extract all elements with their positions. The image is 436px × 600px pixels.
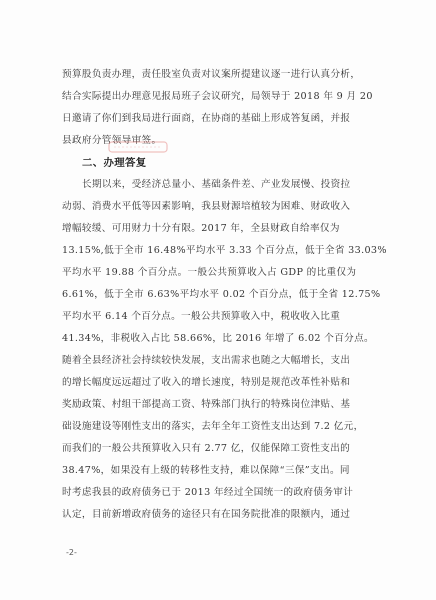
body-line-5: 平均水平 19.88 个百分点。一般公共预算收入占 GDP 的比重仅为	[62, 267, 357, 278]
paragraph-line-2: 结合实际提出办理意见报局班子会议研究，局领导于 2018 年 9 月 20	[62, 91, 373, 102]
paragraph-line-1: 预算股负责办理，责任股室负责对议案所提建议逐一进行认真分析，	[62, 69, 361, 80]
section-heading: 二、办理答复	[82, 157, 147, 169]
body-line-11: 奖励政策、村组干部提高工资、特殊部门执行的特殊岗位津贴、基	[62, 399, 351, 410]
body-line-3: 增幅较缓、可用财力十分有限。2017 年，全县财政自给率仅为	[62, 223, 340, 234]
body-line-15: 时考虑我县的政府债务已于 2013 年经过全国统一的政府债务审计	[62, 487, 354, 498]
body-line-2: 动弱、消费水平低等因素影响，我县财源培植较为困难、财政收入	[62, 201, 351, 212]
body-line-1: 长期以来，受经济总量小、基础条件差、产业发展慢、投资拉	[82, 179, 351, 190]
body-line-6: 6.61%，低于全市 6.63%平均水平 0.02 个百分点，低于全省 12.75%	[62, 289, 381, 300]
document-body	[62, 64, 416, 526]
body-line-9: 随着全县经济社会持续较快发展，支出需求也随之大幅增长，支出	[62, 355, 351, 366]
red-seal-stamp-icon	[108, 140, 168, 154]
body-line-12: 础设施建设等刚性支出的落实，去年全年工资性支出达到 7.2 亿元，	[62, 421, 364, 432]
body-line-16: 认定，目前新增政府债务的途径只有在国务院批准的限额内，通过	[62, 509, 351, 520]
body-line-4: 13.15%,低于全市 16.48%平均水平 3.33 个百分点，低于全省 33.03%	[62, 245, 387, 256]
page-number: -2-	[66, 548, 77, 557]
body-line-8: 41.34%，非税收入占比 58.66%，比 2016 年增了 6.02 个百分点。	[62, 333, 374, 344]
body-line-10: 的增长幅度远远超过了收入的增长速度，特别是规范改革性补贴和	[62, 377, 351, 388]
paragraph-line-3: 日邀请了你们到我局进行面商，在协商的基础上形成答复函，并报	[62, 113, 351, 124]
body-line-7: 平均水平 6.14 个百分点。一般公共预算收入中，税收收入比重	[62, 311, 341, 322]
paragraph-line-4: 县政府分管领导审签。	[62, 135, 162, 146]
body-line-14: 38.47%，如果没有上级的转移性支持，难以保障“三保”支出。同	[62, 465, 350, 476]
body-line-13: 而我们的一般公共预算收入只有 2.77 亿，仅能保障工资性支出的	[62, 443, 351, 454]
